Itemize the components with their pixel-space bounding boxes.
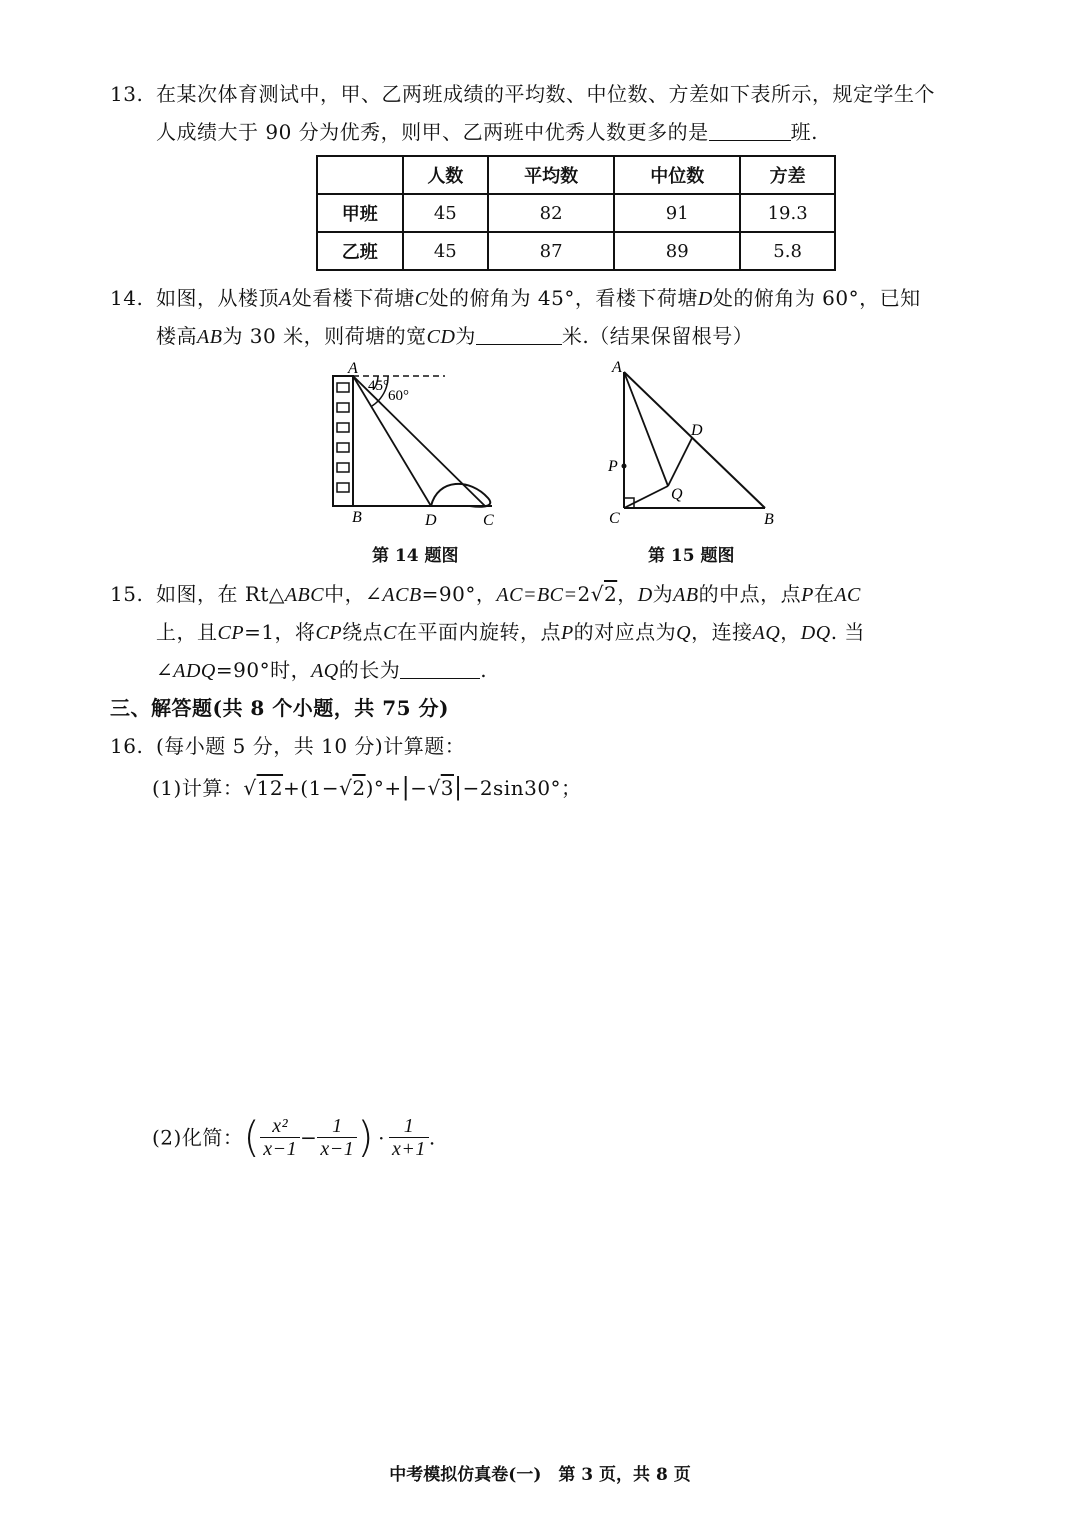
- fraction: [317, 1115, 357, 1160]
- table-row-header: 甲班: [317, 194, 403, 232]
- q15-text: =90°，: [421, 582, 497, 606]
- q15-var: D: [637, 584, 653, 606]
- q15-text: 如图，在 Rt△: [156, 582, 285, 606]
- label-a: A: [612, 359, 622, 376]
- page-footer: 中考模拟仿真卷(一) 第 3 页，共 8 页: [389, 1465, 691, 1485]
- label-a: A: [348, 360, 358, 377]
- label-p: P: [608, 458, 618, 475]
- q16-sqrt: 3: [440, 776, 454, 800]
- table-cell: 87: [488, 232, 614, 270]
- q15-text: . 当: [830, 620, 865, 644]
- q15-var: AQ: [311, 660, 339, 682]
- q14-var-cd: CD: [426, 326, 456, 348]
- q16-text: −2sin30°；: [462, 776, 582, 800]
- q15-var: P: [560, 622, 574, 644]
- q14-text: 为: [455, 324, 476, 348]
- label-45: 45°: [368, 378, 389, 394]
- q15-var: ABC: [284, 584, 325, 606]
- q15-text: ，连接: [691, 620, 753, 644]
- q13-text-line2-end: 班.: [790, 120, 819, 144]
- q16-part2-label: (2)化简：: [152, 1125, 244, 1150]
- q16-text: )°+: [365, 776, 402, 800]
- table-header-cell: [317, 156, 403, 194]
- q15-var: AB: [673, 584, 699, 606]
- q15-var: Q: [676, 622, 692, 644]
- q15-text: 上，且: [156, 620, 218, 644]
- table-cell: 82: [488, 194, 614, 232]
- q13-line1: [110, 80, 935, 108]
- q15-text: =90°时，: [215, 658, 312, 682]
- table-cell: 45: [403, 232, 489, 270]
- figure-15: [600, 358, 790, 533]
- q14-line1: [110, 284, 921, 313]
- q15-text: 的对应点为: [573, 620, 677, 644]
- q15-sqrt: 2: [603, 582, 618, 606]
- q16-text: +(1−: [283, 776, 340, 800]
- q15-text: .: [480, 658, 488, 682]
- label-d: D: [425, 512, 437, 529]
- segment-dq: [668, 438, 692, 486]
- table-row: [317, 232, 835, 270]
- table-header-cell: 人数: [403, 156, 489, 194]
- table-header-cell: 中位数: [614, 156, 740, 194]
- fraction: [389, 1115, 429, 1160]
- fraction: [260, 1115, 300, 1160]
- q15-var: AC: [834, 584, 861, 606]
- q13-line2: [156, 118, 818, 146]
- q14-var-d: D: [697, 288, 713, 310]
- q14-text: 楼高: [156, 324, 197, 348]
- q15-text: 在: [813, 582, 835, 606]
- fraction-numerator: 1: [317, 1115, 357, 1138]
- table-cell: 89: [614, 232, 740, 270]
- q15-text: 在平面内旋转，点: [396, 620, 561, 644]
- table-cell: 91: [614, 194, 740, 232]
- q15-var: P: [801, 584, 814, 606]
- q14-var-ab: AB: [197, 326, 223, 348]
- q13-stats-table: [316, 155, 836, 271]
- q13-text-line1: 在某次体育测试中，甲、乙两班成绩的平均数、中位数、方差如下表所示，规定学生个: [156, 82, 935, 106]
- table-cell: 5.8: [740, 232, 835, 270]
- q14-answer-blank[interactable]: [476, 324, 562, 345]
- q15-var: ACB: [382, 584, 422, 606]
- q16-line1: [110, 732, 465, 760]
- q15-text: 的中点，点: [698, 582, 802, 606]
- q13-answer-blank[interactable]: [709, 120, 791, 141]
- label-d: D: [691, 422, 703, 439]
- q16-part2: [152, 1108, 436, 1166]
- q16-text: ·: [378, 1125, 385, 1150]
- segment-cq: [624, 486, 668, 508]
- q15-line2: [156, 618, 865, 647]
- q16-sqrt: 2: [352, 776, 366, 800]
- table-cell: 19.3: [740, 194, 835, 232]
- fraction-denominator: x−1: [263, 1138, 298, 1160]
- q15-var: AQ: [752, 622, 781, 644]
- q14-line2: [156, 322, 753, 351]
- q16-title: (每小题 5 分，共 10 分)计算题：: [156, 734, 466, 758]
- q13-text-line2: 人成绩大于 90 分为优秀，则甲、乙两班中优秀人数更多的是: [156, 120, 709, 144]
- fraction-numerator: 1: [389, 1115, 429, 1138]
- segment-aq: [624, 372, 668, 486]
- q14-text: 处看楼下荷塘: [291, 286, 415, 310]
- label-c: C: [483, 512, 494, 529]
- building-windows: [337, 383, 349, 492]
- q14-text: 处的俯角为 45°，看楼下荷塘: [428, 286, 698, 310]
- q16-sqrt: 12: [256, 776, 284, 800]
- figure-14-caption: 第 14 题图: [372, 546, 459, 566]
- q16-text: −: [410, 776, 428, 800]
- label-b: B: [352, 509, 362, 526]
- q15-var: DQ: [800, 622, 831, 644]
- section-3-heading: 三、解答题(共 8 个小题，共 75 分): [110, 696, 450, 720]
- q15-var: C: [383, 622, 397, 644]
- q14-text: 处的俯角为 60°，已知: [712, 286, 921, 310]
- q15-text: ，: [617, 582, 638, 606]
- q16-part1: (1)计算：√12+(1−√2)°+|−√3|−2sin30°；: [152, 773, 582, 801]
- q15-text: =1，将: [244, 620, 316, 644]
- fraction-numerator: x²: [260, 1115, 300, 1138]
- figure-14: [320, 358, 510, 533]
- building-outline: [333, 376, 353, 506]
- table-row: [317, 194, 835, 232]
- q15-line1: 15. 如图，在 Rt△ABC中，∠ACB=90°，AC=BC=2√2，D为AB的中点，点P在AC: [110, 582, 861, 606]
- q14-text: 为 30 米，则荷塘的宽: [222, 324, 427, 348]
- label-q: Q: [671, 486, 683, 503]
- table-cell: 45: [403, 194, 489, 232]
- q14-number: 14.: [110, 286, 144, 310]
- q14-var-c: C: [414, 288, 429, 310]
- q15-answer-blank[interactable]: [400, 658, 480, 679]
- figure-15-caption: 第 15 题图: [648, 546, 735, 566]
- q15-text: 为: [652, 582, 674, 606]
- fraction-denominator: x−1: [320, 1138, 355, 1160]
- fraction-denominator: x+1: [392, 1138, 426, 1160]
- q16-text: .: [428, 1125, 436, 1150]
- q15-number: 15.: [110, 582, 144, 606]
- abs-bar-left: |: [401, 773, 411, 801]
- point-p: [622, 464, 627, 469]
- label-b: B: [764, 511, 774, 528]
- q15-text: ∠: [156, 658, 174, 682]
- table-header-cell: 平均数: [488, 156, 614, 194]
- label-c: C: [609, 510, 620, 527]
- paren-right: ): [357, 1112, 375, 1162]
- table-header-row: [317, 156, 835, 194]
- q15-text: ，: [780, 620, 801, 644]
- q14-text: 如图，从楼顶: [156, 286, 279, 310]
- q16-number: 16.: [110, 734, 144, 758]
- segment-ab: [624, 372, 765, 508]
- abs-bar-right: |: [453, 773, 463, 801]
- q16-part1-label: (1)计算：: [152, 776, 244, 800]
- q15-text: 绕点: [342, 620, 384, 644]
- label-60: 60°: [388, 388, 409, 404]
- paren-left: (: [243, 1112, 261, 1162]
- q15-text: 的长为: [338, 658, 401, 682]
- q14-var-a: A: [279, 288, 292, 310]
- q15-var: CP: [315, 622, 343, 644]
- q15-var: ADQ: [173, 660, 216, 682]
- q15-text: 2: [577, 582, 591, 606]
- q15-var: AC=BC=: [496, 584, 578, 606]
- q16-text: −: [300, 1125, 318, 1150]
- q15-line3: [156, 656, 487, 685]
- q13-number: 13.: [110, 82, 144, 106]
- q15-text: 中，∠: [324, 582, 383, 606]
- table-header-cell: 方差: [740, 156, 835, 194]
- q14-text: 米.（结果保留根号）: [561, 324, 754, 348]
- table-row-header: 乙班: [317, 232, 403, 270]
- q15-var: CP: [217, 622, 245, 644]
